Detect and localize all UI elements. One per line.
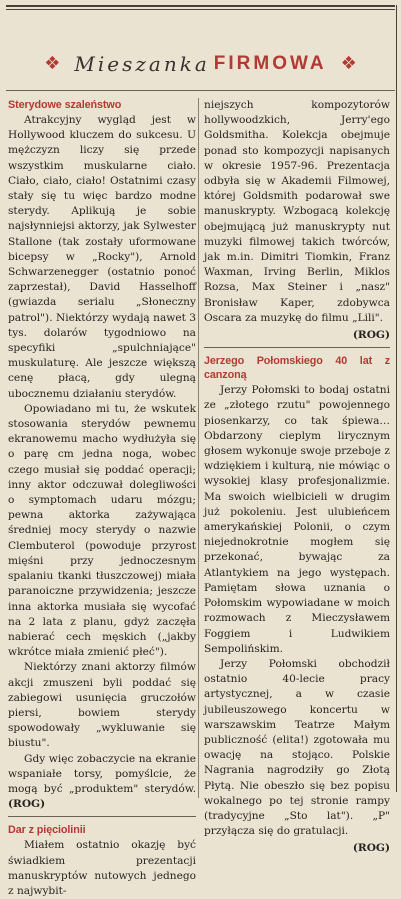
header-rule	[6, 90, 395, 91]
ornament-diamond-icon: ❖	[340, 53, 357, 74]
top-rule-thin	[6, 9, 395, 10]
article-paragraph: Jerzy Połomski obchodził ostatnio 40-lecie pracy artystycznej, a w czasie jubileuszowego koncertu w warszawskim Teatrze Małym publiczność (elita!) zgotowała mu owację na stojąco. Polskie Nagrania nagrodziły go Złotą Płytą. Nie obeszło się bez popisu wokalnego po tej stronie rampy (tradycyjne „Sto lat"). „P" przyłącza się do gratulacji.	[204, 657, 390, 838]
article-paragraph-text: Gdy więc zobaczycie na ekranie wspaniałe torsy, pomyślcie, że mogą być „produktem" sterydów.	[8, 752, 196, 795]
author-signature: (ROG)	[8, 798, 46, 811]
article-paragraph: Niektórzy znani aktorzy filmów akcji zmuszeni byli poddać się zabiegowi usunięcia gruczołów piersi, bowiem sterydy spowodowały „wykluwanie się biustu".	[8, 661, 196, 750]
author-signature: (ROG)	[352, 842, 390, 855]
header-word-mieszanka: Mieszanka	[74, 52, 210, 76]
right-column	[204, 98, 390, 861]
ornament-diamond-icon: ❖	[44, 53, 61, 74]
article-paragraph-continued: niejszych kompozytorów hollywoodzkich, Jerry'ego Goldsmitha. Kolekcja obejmuje ponad sto kompozycji napisanych w okresie 1957-96. Prezentacja odbyła się w Akademii Filmowej, której Goldsmith podarował swe manuskrypty. Wzbogacą kolekcję obejmującą już manuskrypty nut muzyki filmowej takich twórców, jak m.in. Dimitri Tiomkin, Franz Waxman, Irving Berlin, Miklos Rozsa, Max Steiner i „nasz" Bronisław Kaper, zdobywca Oscara za muzykę do filmu „Lili".	[204, 99, 390, 324]
article-heading-sterydowe: Sterydowe szaleństwo	[8, 99, 122, 111]
left-column	[8, 98, 196, 899]
article-paragraph: Jerzy Połomski to bodaj ostatni ze „złotego rzutu" powojennego piosenkarzy, co tak śpiewa… Obdarzony cieplym lirycznym głosem wykonuje swoje przeboje z wdziękiem i kulturą, nie mówiąc o wysokiej klasy profesjonalizmie. Ma swoich wielbicieli w drugim już pokoleniu. Jest ulubieńcem amerykańskiej Polonii, o czym niejednokrotnie mogłem się przekonać, bywając za Atlantykiem na jego występach. Pamiętam słowa uznania o Połomskim wypowiadane w moich rozmowach z Mieczysławem Foggiem i Ludwikiem Sempolińskim.	[204, 384, 390, 655]
column-divider	[198, 98, 199, 798]
article-separator	[204, 347, 390, 348]
header-word-firmowa: FIRMOWA	[213, 53, 327, 74]
top-rule	[6, 5, 395, 7]
article-paragraph: Opowiadano mi tu, że wskutek stosowania sterydów pewnemu ekranowemu macho wydłużyła się o parę cm jedna noga, wobec czego musiał się poddać operacji; inny aktor odczuwał dolegliwości o symptomach udaru mózgu; pewna aktorka zażywająca średniej mocy sterydy o nazwie Clembuterol (powoduje przyrost mięśni przy jednoczesnym spalaniu tkanki tłuszczowej) miała paranoiczne przywidzenia; jeszcze inna aktorka musiała się wycofać na 2 lata z planu, gdyż zaczęła nabierać cech męskich („jakby wkrótce miała zmienić płeć").	[8, 402, 196, 659]
article-separator	[8, 816, 196, 817]
article-paragraph: Atrakcyjny wygląd jest w Hollywood kluczem do sukcesu. U mężczyzn liczy się przede wszystkim muskularne ciało. Ciało, ciało, ciało! Ostatnimi czasy stały się tu więc bardzo modne sterydy. Aplikują je sobie najsłynniejsi aktorzy, jak Sylwester Stallone (tak zostały uformowane bicepsy w „Rocky"), Arnold Schwarzenegger (ostatnio ponoć zaprzestał), David Hasselhoff (gwiazda serialu „Słoneczny patrol"). Niektórzy wydają nawet 3 tys. dolarów tygodniowo na specyfiki „spulchniające" muskulaturę. Ale jeszcze większą cenę płacą, gdy ulegną ubocznemu działaniu sterydów.	[8, 114, 196, 400]
article-heading-dar: Dar z pięciolinii	[8, 824, 86, 837]
author-signature: (ROG)	[352, 329, 390, 342]
section-header	[6, 42, 395, 86]
article-paragraph	[8, 752, 196, 813]
article-paragraph: Miałem ostatnio okazję być świadkiem prezentacji manuskryptów nutowych jednego z najwybit-	[8, 839, 196, 897]
right-border	[396, 5, 397, 792]
article-heading-polomski: Jerzego Połomskiego 40 lat z canzoną	[204, 355, 390, 382]
